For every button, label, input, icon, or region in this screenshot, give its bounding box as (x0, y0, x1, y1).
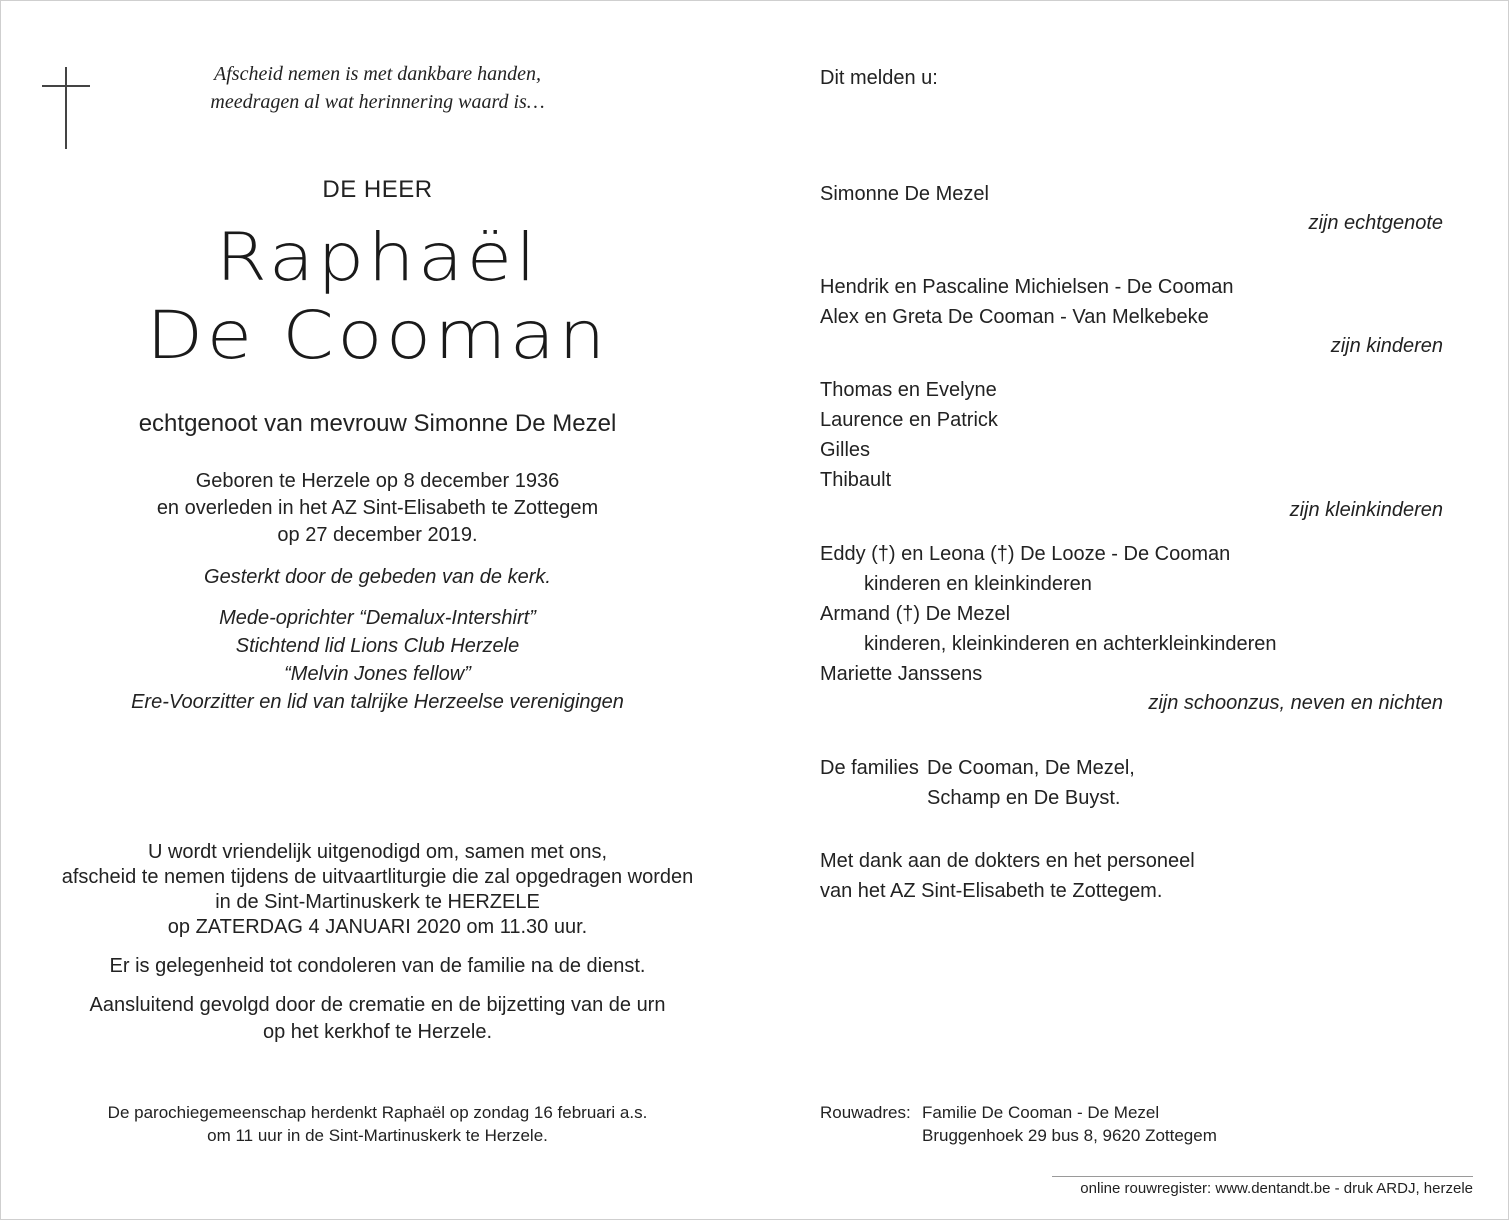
child-name: Hendrik en Pascaline Michielsen - De Cooman (820, 276, 1234, 298)
child-name: Alex en Greta De Cooman - Van Melkebeke (820, 306, 1209, 328)
poem-line-2: meedragen al wat herinnering waard is… (210, 91, 545, 113)
sibling-line: Mariette Janssens (820, 663, 983, 685)
death-line: en overleden in het AZ Sint-Elisabeth te Zottegem (156, 497, 599, 519)
funeral-invitation (20, 840, 735, 940)
cremation-info (20, 992, 735, 1046)
merit-item: Mede-oprichter “Demalux-Intershirt” (219, 607, 536, 629)
merit-item: Stichtend lid Lions Club Herzele (235, 635, 520, 657)
life-dates (60, 468, 695, 549)
spouse-line: echtgenoot van mevrouw Simonne De Mezel (138, 410, 617, 437)
cremation-line: op het kerkhof te Herzele. (262, 1021, 492, 1043)
sibling-descendants: kinderen en kleinkinderen (864, 573, 1092, 595)
address-line: Bruggenhoek 29 bus 8, 9620 Zottegem (922, 1126, 1217, 1145)
invitation-line: in de Sint-Martinuskerk te HERZELE (215, 891, 540, 913)
sibling-descendants: kinderen, kleinkinderen en achterkleinkinderen (864, 633, 1277, 655)
spouse-name: Simonne De Mezel (820, 183, 989, 205)
families-line: Schamp en De Buyst. (927, 787, 1121, 809)
footer-credits: online rouwregister: www.dentandt.be - druk ARDJ, herzele (1080, 1180, 1473, 1197)
relation-siblings: zijn schoonzus, neven en nichten (1148, 692, 1443, 714)
condolence-line: Er is gelegenheid tot condoleren van de familie na de dienst. (109, 955, 646, 977)
poem (100, 60, 655, 116)
mourning-address (820, 1101, 1217, 1147)
invitation-line: op ZATERDAG 4 JANUARI 2020 om 11.30 uur. (167, 916, 588, 938)
sibling-line: Armand (†) De Mezel (820, 603, 1011, 625)
merits-list (60, 604, 695, 716)
honorific-title: DE HEER (322, 176, 433, 203)
relation-children: zijn kinderen (1330, 335, 1443, 357)
memorial-mass (20, 1101, 735, 1147)
announcement: Dit melden u: (820, 67, 938, 89)
relation-grandchildren: zijn kleinkinderen (1289, 499, 1443, 521)
invitation-line: U wordt vriendelijk uitgenodigd om, samen met ons, (147, 841, 608, 863)
relation-spouse: zijn echtgenote (1308, 212, 1443, 234)
grandchild-name: Laurence en Patrick (820, 409, 998, 431)
death-date: op 27 december 2019. (277, 524, 478, 546)
families-line: De Cooman, De Mezel, (927, 757, 1135, 779)
address-line: Familie De Cooman - De Mezel (922, 1103, 1160, 1122)
birth-line: Geboren te Herzele op 8 december 1936 (195, 470, 560, 492)
grandchild-name: Gilles (820, 439, 871, 461)
last-name: De Cooman (146, 297, 609, 374)
families-label: De families (820, 757, 919, 779)
grandchildren-names (820, 375, 998, 495)
grandchild-name: Thibault (820, 469, 892, 491)
first-name: Raphaël (215, 219, 540, 296)
sibling-line: Eddy (†) en Leona (†) De Looze - De Cooman (820, 543, 1231, 565)
address-label: Rouwadres: (820, 1103, 911, 1122)
families-block (820, 753, 1135, 813)
invitation-line: afscheid te nemen tijdens de uitvaartliturgie die zal opgedragen worden (61, 866, 694, 888)
thanks-line: Met dank aan de dokters en het personeel (820, 850, 1195, 872)
poem-line-1: Afscheid nemen is met dankbare handen, (214, 63, 541, 85)
cross-icon (42, 67, 90, 149)
children-names (820, 272, 1234, 332)
faith-line: Gesterkt door de gebeden van de kerk. (204, 566, 551, 588)
grandchild-name: Thomas en Evelyne (820, 379, 997, 401)
cremation-line: Aansluitend gevolgd door de crematie en de bijzetting van de urn (89, 994, 666, 1016)
memorial-line: om 11 uur in de Sint-Martinuskerk te Herzele. (207, 1126, 548, 1145)
merit-item: Ere-Voorzitter en lid van talrijke Herzeelse verenigingen (131, 691, 624, 713)
siblings-names (820, 539, 1276, 689)
thanks-line: van het AZ Sint-Elisabeth te Zottegem. (820, 880, 1163, 902)
merit-item: “Melvin Jones fellow” (284, 663, 471, 685)
memorial-line: De parochiegemeenschap herdenkt Raphaël op zondag 16 februari a.s. (107, 1103, 648, 1122)
footer-divider (1052, 1176, 1473, 1177)
thanks-block (820, 846, 1195, 906)
